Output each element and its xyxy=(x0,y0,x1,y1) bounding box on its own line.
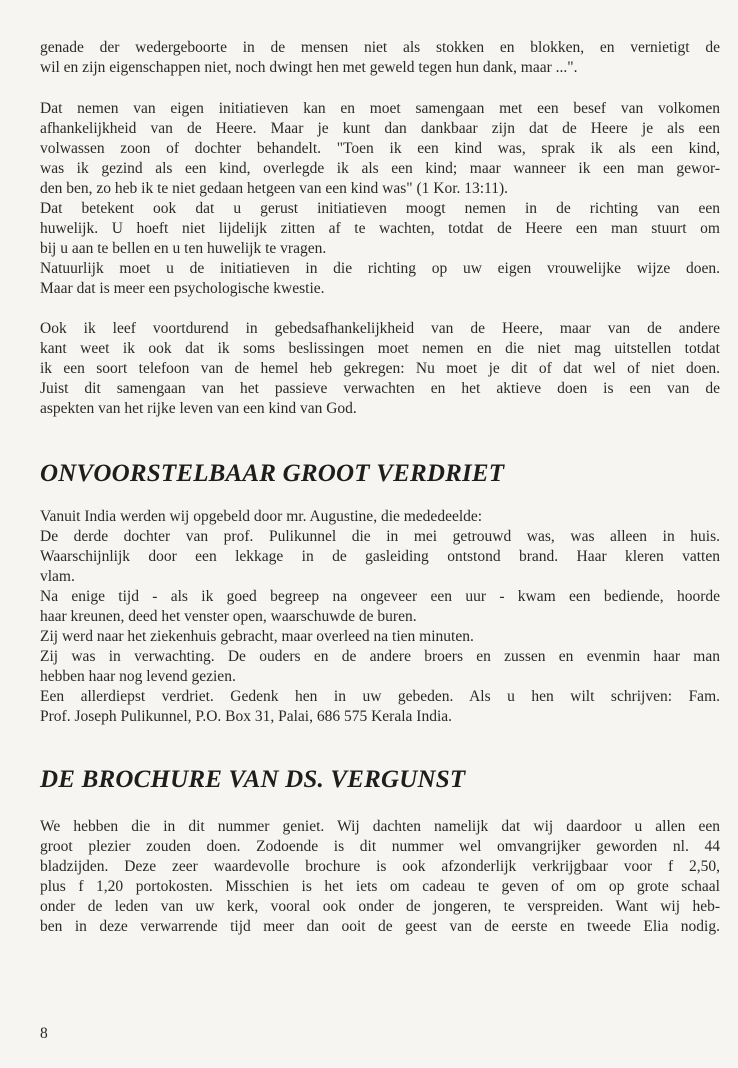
text-line: Juist dit samengaan van het passieve verwachten en het aktieve doen is een van de xyxy=(40,380,720,397)
text-line: afhankelijkheid van de Heere. Maar je kunt dan dankbaar zijn dat de Heere je als een xyxy=(40,120,720,137)
text-line: Na enige tijd - als ik goed begreep na ongeveer een uur - kwam een bediende, hoorde xyxy=(40,588,720,605)
text-line: kant weet ik ook dat ik soms beslissingen moet nemen en die niet mag uitstellen totdat xyxy=(40,340,720,357)
text-line: ben in deze verwarrende tijd meer dan ooit de geest van de eerste en tweede Elia nodig. xyxy=(40,918,720,935)
text-line: Zij was in verwachting. De ouders en de andere broers en zussen en evenmin haar man xyxy=(40,648,720,665)
text-line: We hebben die in dit nummer geniet. Wij dachten namelijk dat wij daardoor u allen een xyxy=(40,818,720,835)
text-line: ik een soort telefoon van de hemel heb gekregen: Nu moet je dit of dat wel of niet doen. xyxy=(40,360,720,377)
text-line: haar kreunen, deed het venster open, waarschuwde de buren. xyxy=(40,608,417,625)
text-line: Een allerdiepst verdriet. Gedenk hen in uw gebeden. Als u hen wilt schrijven: Fam. xyxy=(40,688,720,705)
text-line: bij u aan te bellen en u ten huwelijk te vragen. xyxy=(40,240,327,257)
dependence-paragraph xyxy=(40,319,720,419)
grief-paragraph xyxy=(40,507,720,727)
text-line: Maar dat is meer een psychologische kwestie. xyxy=(40,280,325,297)
text-line: onder de leden van uw kerk, vooral ook onder de jongeren, te verspreiden. Want wij heb- xyxy=(40,898,720,915)
initiative-paragraph xyxy=(40,99,720,299)
text-line: den ben, zo heb ik te niet gedaan hetgeen van een kind was" (1 Kor. 13:11). xyxy=(40,180,509,197)
text-line: Dat nemen van eigen initiatieven kan en moet samengaan met een besef van volkomen xyxy=(40,100,720,117)
text-line: plus f 1,20 portokosten. Misschien is het iets om cadeau te geven of om op grote schaal xyxy=(40,878,720,895)
text-line: wil en zijn eigenschappen niet, noch dwingt hen met geweld tegen hun dank, maar ...". xyxy=(40,59,578,76)
text-line: Zij werd naar het ziekenhuis gebracht, maar overleed na tien minuten. xyxy=(40,628,474,645)
text-line: was ik gezind als een kind, overlegde ik als een kind; maar wanneer ik een man gewor- xyxy=(40,160,720,177)
intro-paragraph xyxy=(40,38,720,78)
text-line: volwassen zoon of dochter behandelt. "Toen ik een kind was, sprak ik als een kind, xyxy=(40,140,720,157)
text-line: hebben haar nog levend gezien. xyxy=(40,668,236,685)
text-line: groot plezier zouden doen. Zodoende is dit nummer wel omvangrijker geworden nl. 44 xyxy=(40,838,720,855)
text-line: vlam. xyxy=(40,568,75,585)
text-line: genade der wedergeboorte in de mensen niet als stokken en blokken, en vernietigt de xyxy=(40,39,720,56)
document-page xyxy=(40,38,720,937)
text-line: Dat betekent ook dat u gerust initiatieven moogt nemen in de richting van een xyxy=(40,200,720,217)
brochure-paragraph xyxy=(40,817,720,937)
text-line: aspekten van het rijke leven van een kind van God. xyxy=(40,400,357,417)
text-line: Natuurlijk moet u de initiatieven in die richting op uw eigen vrouwelijke wijze doen. xyxy=(40,260,720,277)
text-line: Prof. Joseph Pulikunnel, P.O. Box 31, Palai, 686 575 Kerala India. xyxy=(40,708,453,725)
section-heading-brochure: DE BROCHURE VAN DS. VERGUNST xyxy=(40,766,466,793)
text-line: Vanuit India werden wij opgebeld door mr. Augustine, die mededeelde: xyxy=(40,508,483,525)
text-line: Waarschijnlijk door een lekkage in de gasleiding ontstond brand. Haar kleren vatten xyxy=(40,548,720,565)
section-heading-grief: ONVOORSTELBAAR GROOT VERDRIET xyxy=(40,460,505,487)
text-line: De derde dochter van prof. Pulikunnel die in mei getrouwd was, was alleen in huis. xyxy=(40,528,720,545)
text-line: bladzijden. Deze zeer waardevolle brochure is ook afzonderlijk verkrijgbaar voor f 2,50, xyxy=(40,858,720,875)
text-line: Ook ik leef voortdurend in gebedsafhankelijkheid van de Heere, maar van de andere xyxy=(40,320,720,337)
text-line: huwelijk. U hoeft niet lijdelijk zitten af te wachten, totdat de Heere een man stuurt om xyxy=(40,220,720,237)
page-number: 8 xyxy=(40,1025,48,1042)
